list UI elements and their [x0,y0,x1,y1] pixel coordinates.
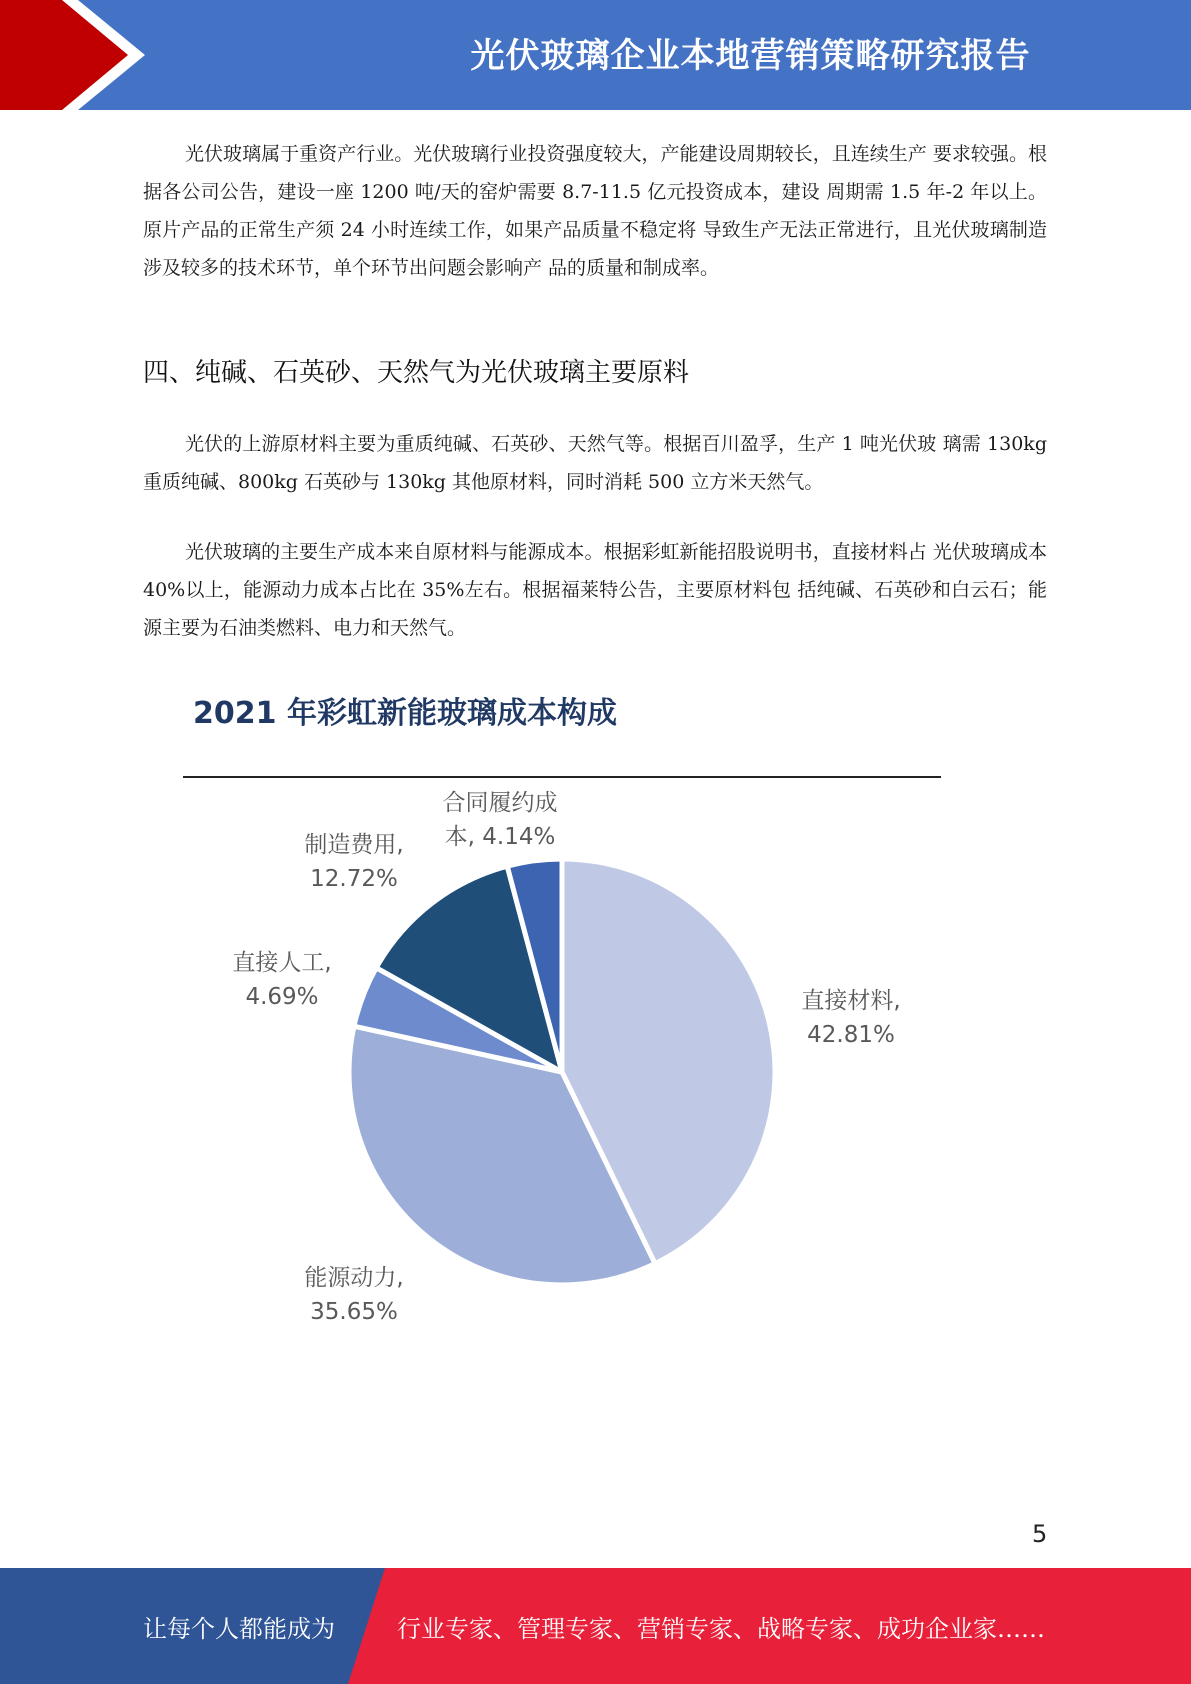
pie-label-1: 直接材料, 42.81% [801,988,901,1048]
pie-label-4: 制造费用, 12.72% [304,832,404,892]
footer-slogan-right: 行业专家、管理专家、营销专家、战略专家、成功企业家…… [397,1614,1045,1643]
chart-title: 2021 年彩虹新能玻璃成本构成 [193,696,617,731]
page-number: 5 [1032,1520,1048,1548]
paragraph-raw-materials: 光伏的上游原材料主要为重质纯碱、石英砂、天然气等。根据百川盈孚，生产 1 吨光伏玻 璃需 130kg 重质纯碱、800kg 石英砂与 130kg 其他原材料，同时消耗 500 立方米天然气。 [143,433,1047,493]
pie-label-2: 能源动力, 35.65% [304,1265,404,1325]
header-title: 光伏玻璃企业本地营销策略研究报告 [470,35,1031,76]
pie-label-3: 直接人工, 4.69% [232,950,332,1010]
section-heading: 四、纯碱、石英砂、天然气为光伏玻璃主要原料 [143,358,690,388]
paragraph-capital-intensive: 光伏玻璃属于重资产行业。光伏玻璃行业投资强度较大，产能建设周期较长，且连续生产 要求较强。根据各公司公告，建设一座 1200 吨/天的窑炉需要 8.7-11.5 亿元投资成本，建设 周期需 1.5 年-2 年以上。原片产品的正常生产须 24 小时连续工作，如果产品质量不稳定将 导致生产无法正常进行，且光伏玻璃制造涉及较多的技术环节，单个环节出问题会影响产 品的质量和制成率。 [143,143,1047,279]
pie-label-5: 合同履约成本, 4.14% [442,790,558,850]
footer-slogan-left: 让每个人都能成为 [143,1614,335,1643]
paragraph-cost-structure: 光伏玻璃的主要生产成本来自原材料与能源成本。根据彩虹新能招股说明书，直接材料占 光伏玻璃成本 40%以上，能源动力成本占比在 35%左右。根据福莱特公告，主要原材料包 括纯碱、石英砂和白云石；能源主要为石油类燃料、电力和天然气。 [143,541,1047,639]
page-footer [0,1568,1191,1684]
